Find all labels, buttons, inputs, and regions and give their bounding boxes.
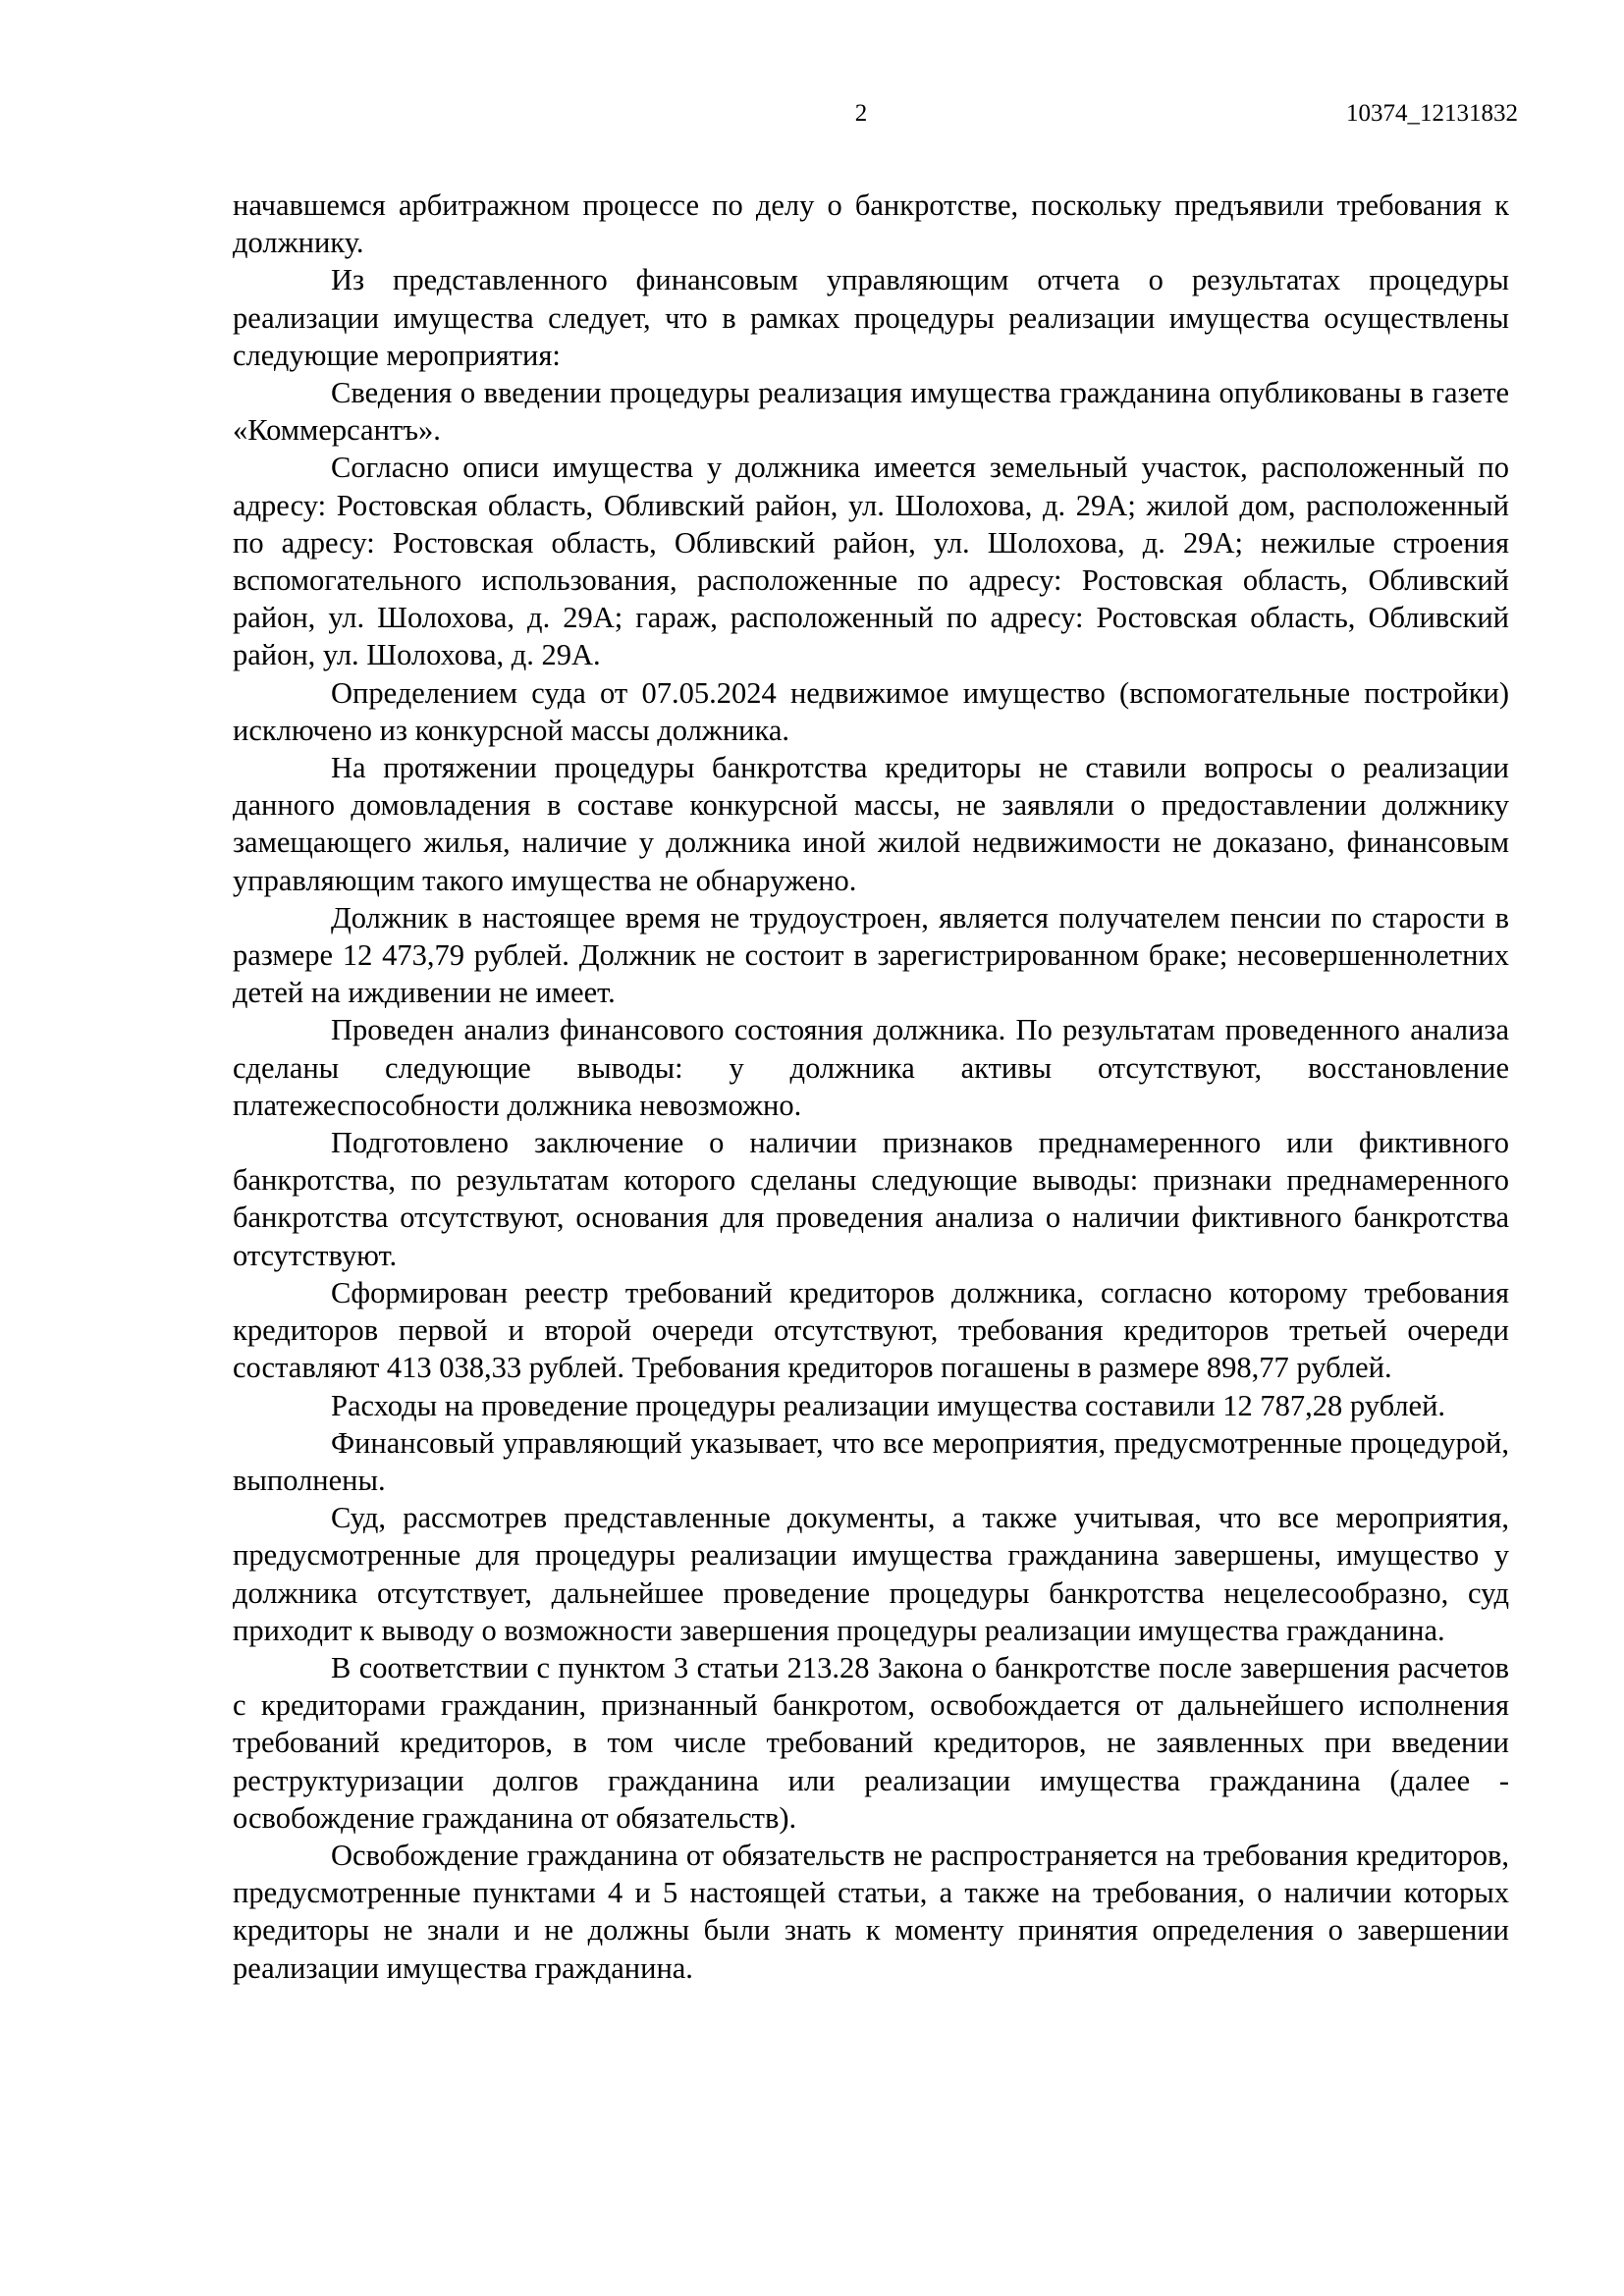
paragraph-manager-statement: Финансовый управляющий указывает, что все мероприятия, предусмотренные процедурой, выполнены.	[233, 1425, 1509, 1497]
paragraph-court-conclusion: Суд, рассмотрев представленные документы, а также учитывая, что все мероприятия, предусмотренные для процедуры реализации имущества гражданина завершены, имущество у должника отсутствует, дальнейшее проведение процедуры банкротства нецелесообразно, суд приходит к выводу о возможности завершения процедуры реализации имущества гражданина.	[233, 1501, 1509, 1647]
paragraph-housing: На протяжении процедуры банкротства кредиторы не ставили вопросы о реализации данного домовладения в составе конкурсной массы, не заявляли о предоставлении должнику замещающего жилья, наличие у должника иной жилой недвижимости не доказано, финансовым управляющим такого имущества не обнаружено.	[233, 751, 1509, 897]
document-body	[233, 187, 1509, 1987]
paragraph-financial-analysis: Проведен анализ финансового состояния должника. По результатам проведенного анализа сделаны следующие выводы: у должника активы отсутствуют, восстановление платежеспособности должника невозможно.	[233, 1013, 1509, 1122]
paragraph-publication: Сведения о введении процедуры реализация имущества гражданина опубликованы в газете «Коммерсантъ».	[233, 376, 1509, 448]
page-header	[0, 96, 1624, 132]
paragraph-expenses: Расходы на проведение процедуры реализации имущества составили 12 787,28 рублей.	[331, 1388, 1446, 1422]
paragraph-creditor-register: Сформирован реестр требований кредиторов должника, согласно которому требования кредиторов первой и второй очереди отсутствуют, требования кредиторов третьей очереди составляют 413 038,33 рублей. Требования кредиторов погашены в размере 898,77 рублей.	[233, 1275, 1509, 1385]
document-id: 10374_12131832	[1346, 100, 1518, 127]
paragraph-bankruptcy-conclusion: Подготовлено заключение о наличии признаков преднамеренного или фиктивного банкротства, по результатам которого сделаны следующие выводы: признаки преднамеренного банкротства отсутствуют, основания для проведения анализа о наличии фиктивного банкротства отсутствуют.	[233, 1126, 1509, 1272]
paragraph-continuation: начавшемся арбитражном процессе по делу о банкротстве, поскольку предъявили требования к должнику.	[233, 188, 1509, 260]
paragraph-property-inventory: Согласно описи имущества у должника имеется земельный участок, расположенный по адресу: Ростовская область, Обливский район, ул. Шолохова, д. 29А; жилой дом, расположенный по адресу: Ростовская область, Обливский район, ул. Шолохова, д. 29А; нежилые строения вспомогательного использования, расположенные по адресу: Ростовская область, Обливский район, ул. Шолохова, д. 29А; гараж, расположенный по адресу: Ростовская область, Обливский район, ул. Шолохова, д. 29А.	[233, 451, 1509, 672]
paragraph-exclusion-ruling: Определением суда от 07.05.2024 недвижимое имущество (вспомогательные постройки) исключено из конкурсной массы должника.	[233, 675, 1509, 747]
paragraph-law-reference: В соответствии с пунктом 3 статьи 213.28 Закона о банкротстве после завершения расчетов с кредиторами гражданин, признанный банкротом, освобождается от дальнейшего исполнения требований кредиторов, в том числе требований кредиторов, не заявленных при введении реструктуризации долгов гражданина или реализации имущества гражданина (далее - освобождение гражданина от обязательств).	[233, 1650, 1509, 1835]
paragraph-report-summary: Из представленного финансовым управляющим отчета о результатах процедуры реализации имущества следует, что в рамках процедуры реализации имущества осуществлены следующие мероприятия:	[233, 263, 1509, 372]
page-number: 2	[854, 100, 868, 127]
paragraph-release-exceptions: Освобождение гражданина от обязательств не распространяется на требования кредиторов, предусмотренные пунктами 4 и 5 настоящей статьи, а также на требования, о наличии которых кредиторы не знали и не должны были знать к моменту принятия определения о завершении реализации имущества гражданина.	[233, 1838, 1509, 1985]
paragraph-debtor-status: Должник в настоящее время не трудоустроен, является получателем пенсии по старости в размере 12 473,79 рублей. Должник не состоит в зарегистрированном браке; несовершеннолетних детей на иждивении не имеет.	[233, 900, 1509, 1010]
